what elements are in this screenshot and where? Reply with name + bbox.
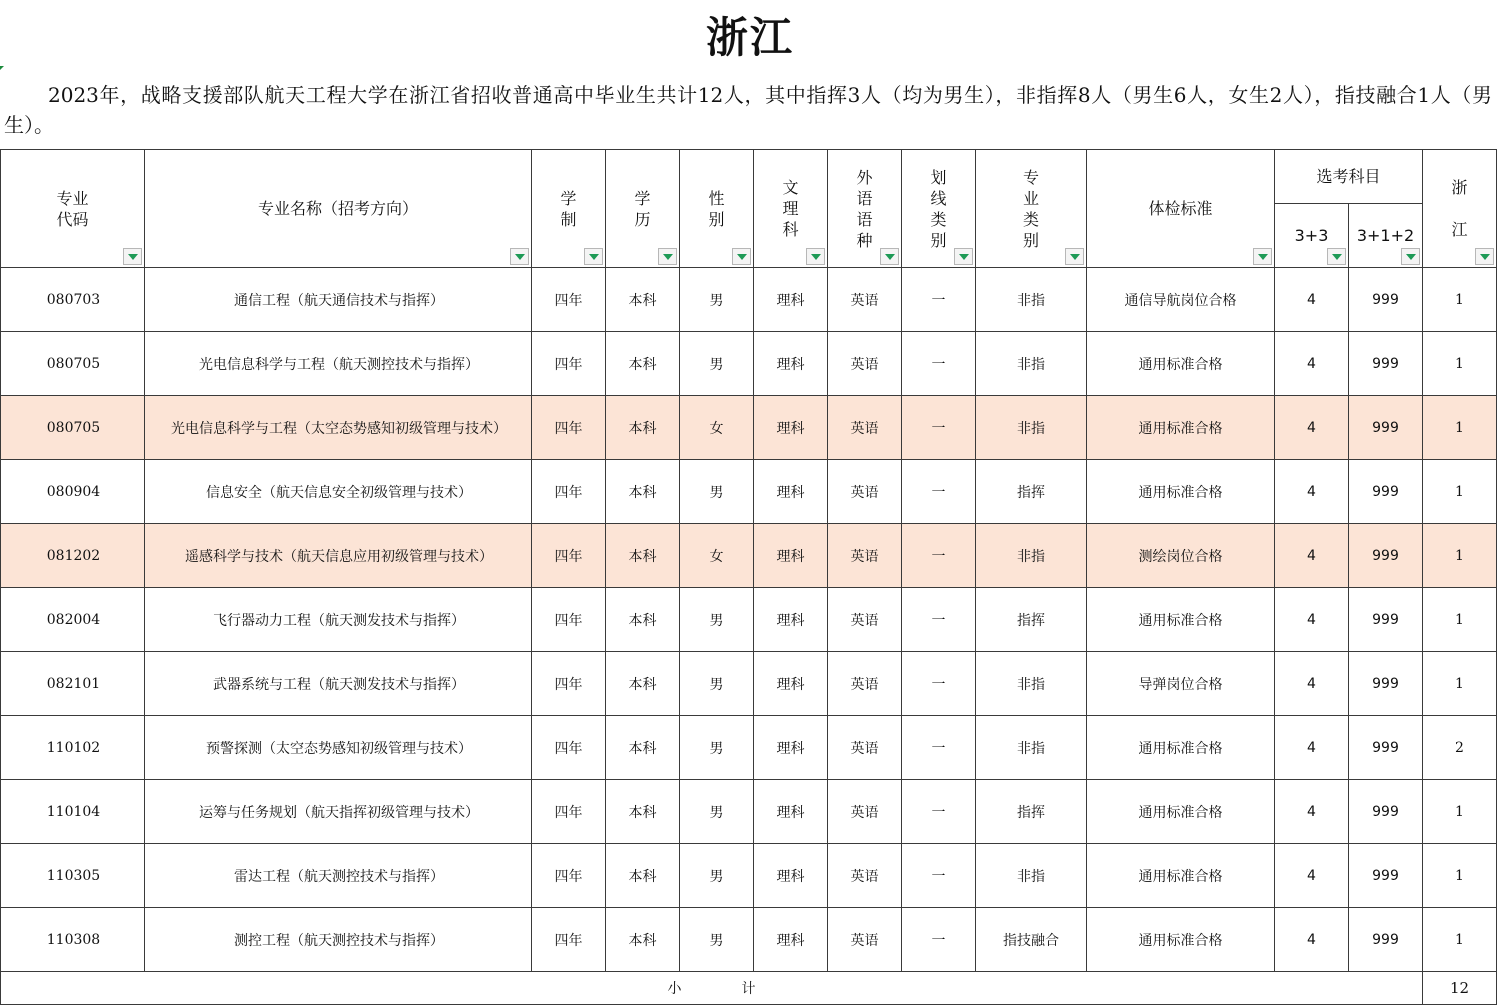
header-duration: 学制 bbox=[532, 150, 606, 268]
cell-language[interactable]: 英语 bbox=[828, 908, 902, 972]
cell-subj-312[interactable]: 999 bbox=[1349, 332, 1423, 396]
cell-major-type[interactable]: 非指 bbox=[976, 332, 1087, 396]
header-stream: 文理科 bbox=[754, 150, 828, 268]
cell-physical[interactable]: 通用标准合格 bbox=[1087, 396, 1275, 460]
cell-code[interactable]: 081202 bbox=[1, 524, 145, 588]
table-row bbox=[1, 524, 1497, 588]
cell-line-type[interactable]: 一 bbox=[902, 908, 976, 972]
cell-duration[interactable]: 四年 bbox=[532, 460, 606, 524]
table-row bbox=[1, 780, 1497, 844]
header-name: 专业名称（招考方向） bbox=[145, 150, 532, 268]
cell-major-type[interactable]: 指挥 bbox=[976, 588, 1087, 652]
filter-dropdown-button[interactable] bbox=[1327, 248, 1346, 265]
cell-subj-33[interactable]: 4 bbox=[1275, 396, 1349, 460]
header-subj-312: 3+1+2 bbox=[1349, 204, 1423, 268]
table-row bbox=[1, 332, 1497, 396]
cell-major-type[interactable]: 指挥 bbox=[976, 780, 1087, 844]
cell-count[interactable]: 1 bbox=[1423, 844, 1497, 908]
cell-degree[interactable]: 本科 bbox=[606, 780, 680, 844]
cell-degree[interactable]: 本科 bbox=[606, 716, 680, 780]
cell-gender[interactable]: 男 bbox=[680, 588, 754, 652]
cell-subj-33[interactable]: 4 bbox=[1275, 460, 1349, 524]
header-line-type: 划线类别 bbox=[902, 150, 976, 268]
cell-physical[interactable]: 通用标准合格 bbox=[1087, 716, 1275, 780]
cell-major-type[interactable]: 非指 bbox=[976, 716, 1087, 780]
table-row bbox=[1, 588, 1497, 652]
cell-name[interactable]: 预警探测（太空态势感知初级管理与技术） bbox=[145, 716, 532, 780]
cell-code[interactable]: 110305 bbox=[1, 844, 145, 908]
cell-language[interactable]: 英语 bbox=[828, 332, 902, 396]
table-row bbox=[1, 268, 1497, 332]
cell-line-type[interactable]: 一 bbox=[902, 396, 976, 460]
cell-gender[interactable]: 男 bbox=[680, 716, 754, 780]
cell-physical[interactable]: 通用标准合格 bbox=[1087, 332, 1275, 396]
cell-stream[interactable]: 理科 bbox=[754, 396, 828, 460]
cell-name[interactable]: 遥感科学与技术（航天信息应用初级管理与技术） bbox=[145, 524, 532, 588]
cell-code[interactable]: 080904 bbox=[1, 460, 145, 524]
cell-comment-marker bbox=[0, 66, 4, 70]
admission-table bbox=[0, 149, 1497, 1005]
cell-code[interactable]: 110308 bbox=[1, 908, 145, 972]
table-row bbox=[1, 716, 1497, 780]
cell-physical[interactable]: 测绘岗位合格 bbox=[1087, 524, 1275, 588]
cell-count[interactable]: 2 bbox=[1423, 716, 1497, 780]
cell-subj-33[interactable]: 4 bbox=[1275, 652, 1349, 716]
cell-major-type[interactable]: 非指 bbox=[976, 268, 1087, 332]
cell-line-type[interactable]: 一 bbox=[902, 332, 976, 396]
cell-line-type[interactable]: 一 bbox=[902, 268, 976, 332]
cell-degree[interactable]: 本科 bbox=[606, 652, 680, 716]
cell-gender[interactable]: 男 bbox=[680, 652, 754, 716]
cell-code[interactable]: 110104 bbox=[1, 780, 145, 844]
cell-subj-33[interactable]: 4 bbox=[1275, 524, 1349, 588]
cell-language[interactable]: 英语 bbox=[828, 524, 902, 588]
cell-name[interactable]: 测控工程（航天测控技术与指挥） bbox=[145, 908, 532, 972]
cell-subj-312[interactable]: 999 bbox=[1349, 396, 1423, 460]
cell-subj-312[interactable]: 999 bbox=[1349, 908, 1423, 972]
cell-duration[interactable]: 四年 bbox=[532, 524, 606, 588]
cell-gender[interactable]: 男 bbox=[680, 268, 754, 332]
cell-language[interactable]: 英语 bbox=[828, 780, 902, 844]
filter-dropdown-button[interactable] bbox=[1065, 248, 1084, 265]
subtotal-row bbox=[1, 972, 1497, 1005]
cell-stream[interactable]: 理科 bbox=[754, 524, 828, 588]
cell-language[interactable]: 英语 bbox=[828, 460, 902, 524]
cell-language[interactable]: 英语 bbox=[828, 652, 902, 716]
filter-dropdown-button[interactable] bbox=[658, 248, 677, 265]
filter-dropdown-button[interactable] bbox=[1401, 248, 1420, 265]
cell-line-type[interactable]: 一 bbox=[902, 716, 976, 780]
cell-name[interactable]: 光电信息科学与工程（航天测控技术与指挥） bbox=[145, 332, 532, 396]
cell-language[interactable]: 英语 bbox=[828, 588, 902, 652]
cell-subj-33[interactable]: 4 bbox=[1275, 908, 1349, 972]
cell-subj-33[interactable]: 4 bbox=[1275, 780, 1349, 844]
header-code: 专业代码 bbox=[1, 150, 145, 268]
cell-major-type[interactable]: 非指 bbox=[976, 844, 1087, 908]
cell-stream[interactable]: 理科 bbox=[754, 460, 828, 524]
cell-subj-312[interactable]: 999 bbox=[1349, 844, 1423, 908]
subtotal-label[interactable]: 小 计 bbox=[1, 972, 1423, 1005]
cell-code[interactable]: 082004 bbox=[1, 588, 145, 652]
cell-line-type[interactable]: 一 bbox=[902, 844, 976, 908]
cell-code[interactable]: 110102 bbox=[1, 716, 145, 780]
cell-name[interactable]: 光电信息科学与工程（太空态势感知初级管理与技术） bbox=[145, 396, 532, 460]
cell-degree[interactable]: 本科 bbox=[606, 268, 680, 332]
cell-subj-312[interactable]: 999 bbox=[1349, 588, 1423, 652]
cell-count[interactable]: 1 bbox=[1423, 908, 1497, 972]
table-body bbox=[1, 268, 1497, 972]
cell-name[interactable]: 运筹与任务规划（航天指挥初级管理与技术） bbox=[145, 780, 532, 844]
cell-subj-33[interactable]: 4 bbox=[1275, 268, 1349, 332]
header-gender: 性别 bbox=[680, 150, 754, 268]
cell-count[interactable]: 1 bbox=[1423, 396, 1497, 460]
cell-duration[interactable]: 四年 bbox=[532, 332, 606, 396]
filter-dropdown-button[interactable] bbox=[880, 248, 899, 265]
cell-degree[interactable]: 本科 bbox=[606, 396, 680, 460]
cell-name[interactable]: 雷达工程（航天测控技术与指挥） bbox=[145, 844, 532, 908]
filter-dropdown-button[interactable] bbox=[806, 248, 825, 265]
filter-dropdown-button[interactable] bbox=[732, 248, 751, 265]
cell-gender[interactable]: 男 bbox=[680, 332, 754, 396]
cell-subj-33[interactable]: 4 bbox=[1275, 716, 1349, 780]
cell-physical[interactable]: 通用标准合格 bbox=[1087, 460, 1275, 524]
cell-count[interactable]: 1 bbox=[1423, 780, 1497, 844]
cell-gender[interactable]: 女 bbox=[680, 524, 754, 588]
cell-line-type[interactable]: 一 bbox=[902, 460, 976, 524]
filter-dropdown-button[interactable] bbox=[1253, 248, 1272, 265]
cell-gender[interactable]: 男 bbox=[680, 460, 754, 524]
cell-subj-312[interactable]: 999 bbox=[1349, 780, 1423, 844]
cell-count[interactable]: 1 bbox=[1423, 588, 1497, 652]
cell-stream[interactable]: 理科 bbox=[754, 716, 828, 780]
cell-stream[interactable]: 理科 bbox=[754, 780, 828, 844]
cell-subj-312[interactable]: 999 bbox=[1349, 524, 1423, 588]
cell-duration[interactable]: 四年 bbox=[532, 908, 606, 972]
cell-gender[interactable]: 男 bbox=[680, 844, 754, 908]
cell-language[interactable]: 英语 bbox=[828, 268, 902, 332]
cell-gender[interactable]: 男 bbox=[680, 908, 754, 972]
cell-subj-33[interactable]: 4 bbox=[1275, 844, 1349, 908]
cell-count[interactable]: 1 bbox=[1423, 652, 1497, 716]
header-physical: 体检标准 bbox=[1087, 150, 1275, 268]
table-row bbox=[1, 908, 1497, 972]
cell-physical[interactable]: 通用标准合格 bbox=[1087, 588, 1275, 652]
filter-dropdown-button[interactable] bbox=[584, 248, 603, 265]
cell-line-type[interactable]: 一 bbox=[902, 588, 976, 652]
cell-code[interactable]: 080703 bbox=[1, 268, 145, 332]
cell-count[interactable]: 1 bbox=[1423, 268, 1497, 332]
cell-subj-312[interactable]: 999 bbox=[1349, 460, 1423, 524]
cell-major-type[interactable]: 指技融合 bbox=[976, 908, 1087, 972]
cell-duration[interactable]: 四年 bbox=[532, 652, 606, 716]
cell-degree[interactable]: 本科 bbox=[606, 908, 680, 972]
filter-dropdown-button[interactable] bbox=[510, 248, 529, 265]
cell-major-type[interactable]: 非指 bbox=[976, 652, 1087, 716]
cell-stream[interactable]: 理科 bbox=[754, 268, 828, 332]
cell-major-type[interactable]: 非指 bbox=[976, 524, 1087, 588]
cell-subj-33[interactable]: 4 bbox=[1275, 588, 1349, 652]
cell-stream[interactable]: 理科 bbox=[754, 332, 828, 396]
cell-physical[interactable]: 通用标准合格 bbox=[1087, 844, 1275, 908]
cell-stream[interactable]: 理科 bbox=[754, 652, 828, 716]
cell-name[interactable]: 飞行器动力工程（航天测发技术与指挥） bbox=[145, 588, 532, 652]
cell-language[interactable]: 英语 bbox=[828, 396, 902, 460]
cell-subj-312[interactable]: 999 bbox=[1349, 716, 1423, 780]
cell-subj-312[interactable]: 999 bbox=[1349, 652, 1423, 716]
cell-count[interactable]: 1 bbox=[1423, 332, 1497, 396]
cell-line-type[interactable]: 一 bbox=[902, 780, 976, 844]
cell-subj-33[interactable]: 4 bbox=[1275, 332, 1349, 396]
header-language: 外语语种 bbox=[828, 150, 902, 268]
page-title: 浙江 bbox=[705, 13, 794, 62]
header-major-type: 专业类别 bbox=[976, 150, 1087, 268]
cell-line-type[interactable]: 一 bbox=[902, 652, 976, 716]
cell-physical[interactable]: 通用标准合格 bbox=[1087, 780, 1275, 844]
cell-name[interactable]: 信息安全（航天信息安全初级管理与技术） bbox=[145, 460, 532, 524]
cell-gender[interactable]: 男 bbox=[680, 780, 754, 844]
cell-degree[interactable]: 本科 bbox=[606, 844, 680, 908]
subtotal-total[interactable]: 12 bbox=[1423, 972, 1497, 1005]
cell-stream[interactable]: 理科 bbox=[754, 588, 828, 652]
table-row bbox=[1, 460, 1497, 524]
cell-duration[interactable]: 四年 bbox=[532, 268, 606, 332]
cell-physical[interactable]: 导弹岗位合格 bbox=[1087, 652, 1275, 716]
cell-stream[interactable]: 理科 bbox=[754, 844, 828, 908]
cell-code[interactable]: 080705 bbox=[1, 332, 145, 396]
cell-duration[interactable]: 四年 bbox=[532, 716, 606, 780]
filter-dropdown-button[interactable] bbox=[123, 248, 142, 265]
cell-duration[interactable]: 四年 bbox=[532, 588, 606, 652]
cell-major-type[interactable]: 非指 bbox=[976, 396, 1087, 460]
cell-count[interactable]: 1 bbox=[1423, 460, 1497, 524]
cell-degree[interactable]: 本科 bbox=[606, 524, 680, 588]
cell-degree[interactable]: 本科 bbox=[606, 588, 680, 652]
cell-major-type[interactable]: 指挥 bbox=[976, 460, 1087, 524]
cell-code[interactable]: 082101 bbox=[1, 652, 145, 716]
header-subjects-group: 选考科目 bbox=[1275, 150, 1423, 204]
cell-physical[interactable]: 通用标准合格 bbox=[1087, 908, 1275, 972]
header-province: 浙江 bbox=[1423, 150, 1497, 268]
filter-dropdown-button[interactable] bbox=[954, 248, 973, 265]
table-row bbox=[1, 844, 1497, 908]
cell-degree[interactable]: 本科 bbox=[606, 332, 680, 396]
cell-name[interactable]: 通信工程（航天通信技术与指挥） bbox=[145, 268, 532, 332]
cell-count[interactable]: 1 bbox=[1423, 524, 1497, 588]
header-subj-33: 3+3 bbox=[1275, 204, 1349, 268]
cell-language[interactable]: 英语 bbox=[828, 716, 902, 780]
cell-duration[interactable]: 四年 bbox=[532, 780, 606, 844]
cell-language[interactable]: 英语 bbox=[828, 844, 902, 908]
cell-duration[interactable]: 四年 bbox=[532, 844, 606, 908]
intro-paragraph: 2023年，战略支援部队航天工程大学在浙江省招收普通高中毕业生共计12人，其中指挥3人（均为男生），非指挥8人（男生6人，女生2人），指技融合1人（男生）。 bbox=[4, 83, 1492, 137]
table-row bbox=[1, 396, 1497, 460]
cell-subj-312[interactable]: 999 bbox=[1349, 268, 1423, 332]
filter-dropdown-button[interactable] bbox=[1475, 248, 1494, 265]
cell-degree[interactable]: 本科 bbox=[606, 460, 680, 524]
cell-code[interactable]: 080705 bbox=[1, 396, 145, 460]
cell-stream[interactable]: 理科 bbox=[754, 908, 828, 972]
cell-name[interactable]: 武器系统与工程（航天测发技术与指挥） bbox=[145, 652, 532, 716]
cell-duration[interactable]: 四年 bbox=[532, 396, 606, 460]
table-row bbox=[1, 652, 1497, 716]
cell-physical[interactable]: 通信导航岗位合格 bbox=[1087, 268, 1275, 332]
cell-line-type[interactable]: 一 bbox=[902, 524, 976, 588]
header-degree: 学历 bbox=[606, 150, 680, 268]
cell-gender[interactable]: 女 bbox=[680, 396, 754, 460]
